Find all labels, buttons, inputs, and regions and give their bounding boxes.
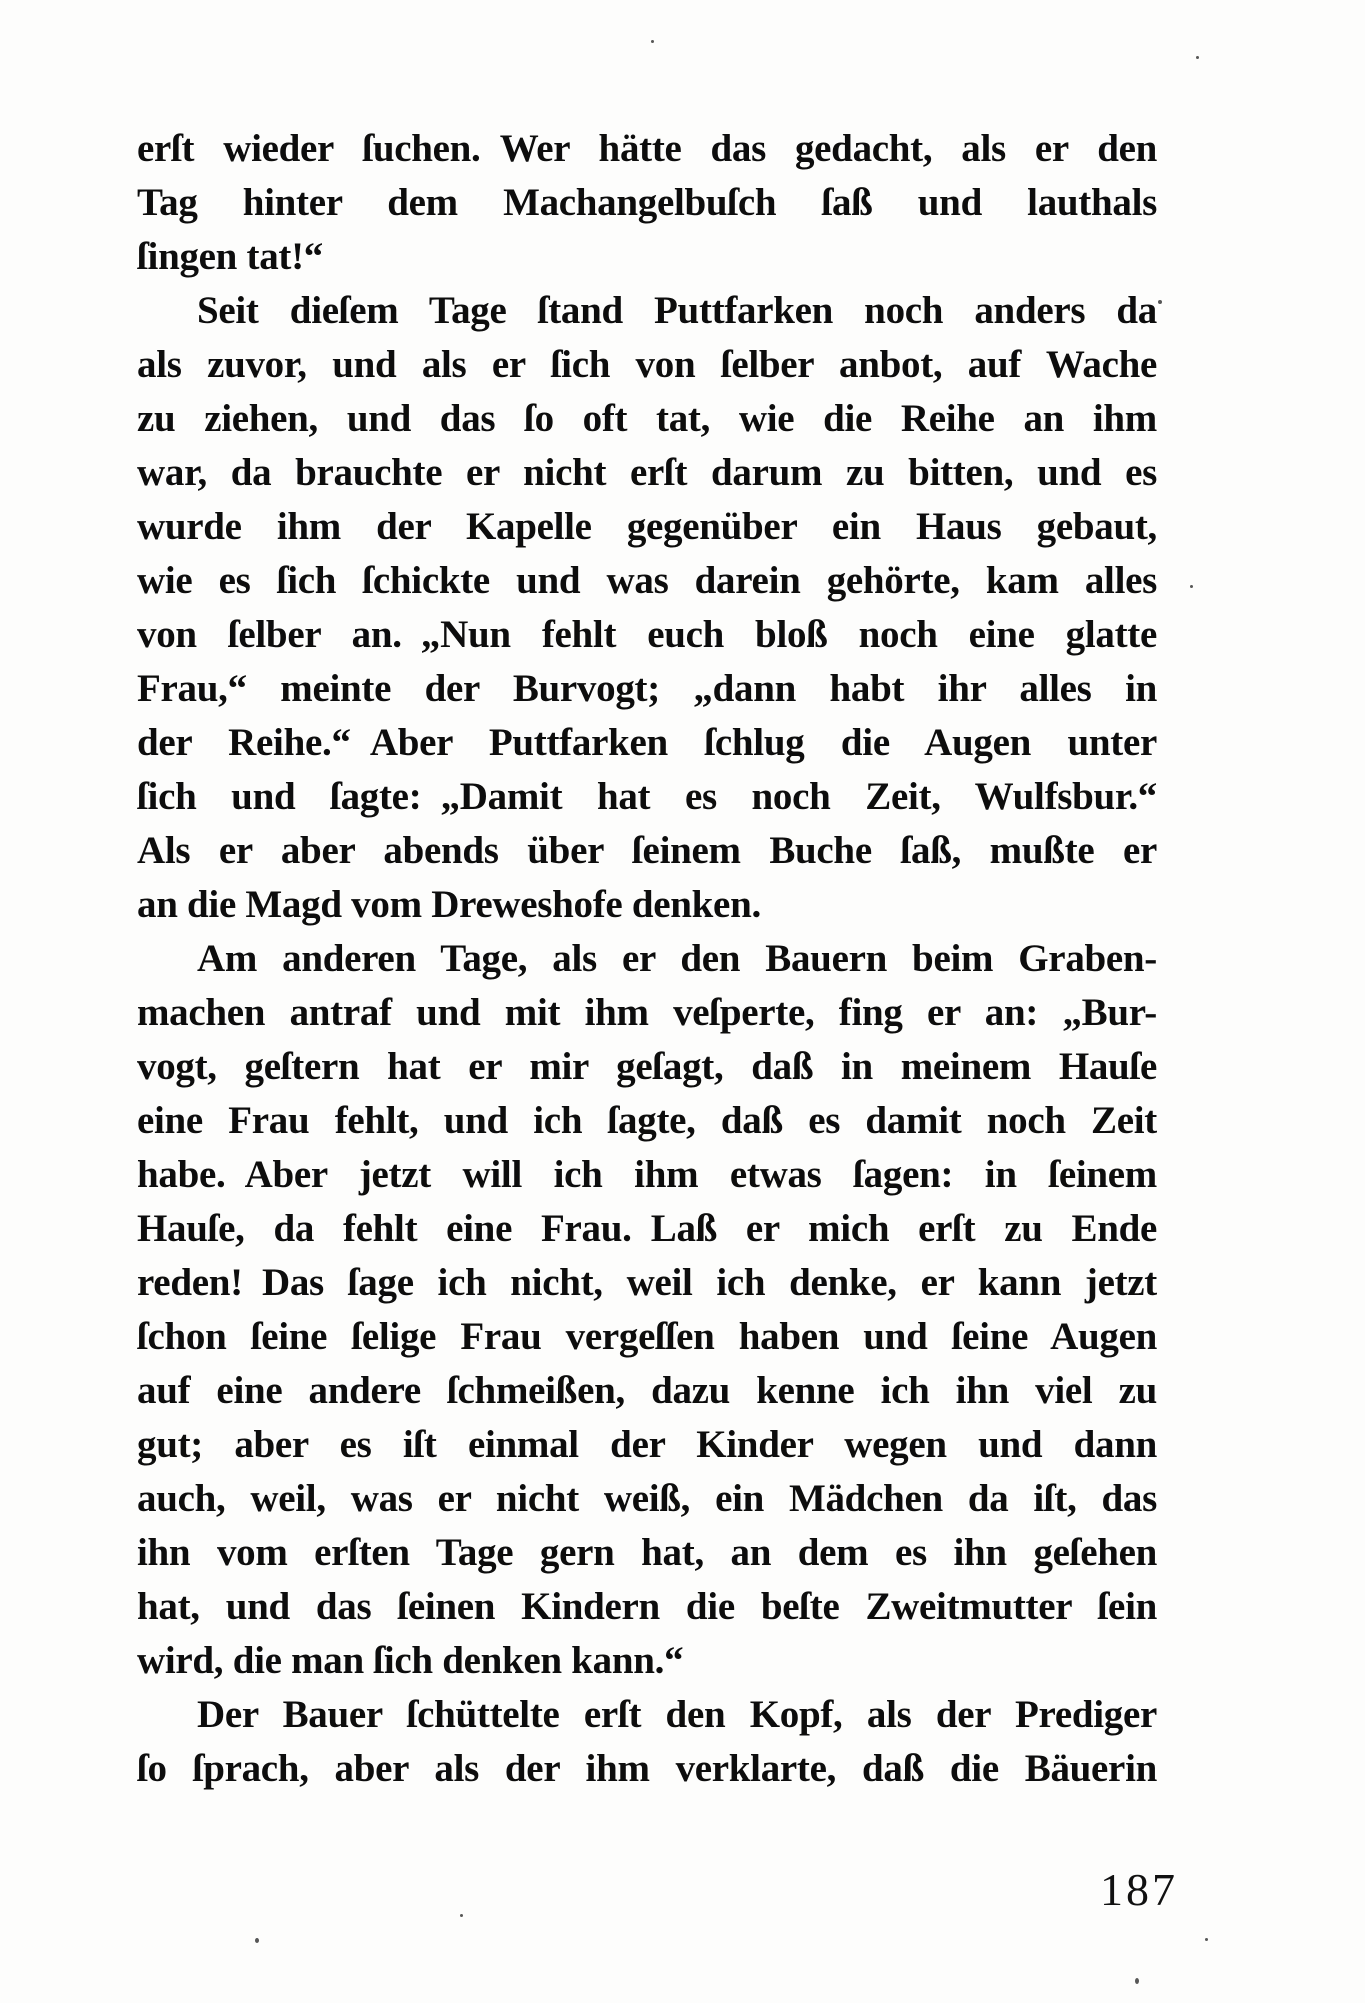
text-line: ihn vom erſten Tage gern hat, an dem es ihn geſehen — [137, 1531, 1157, 1574]
text-line: war, da brauchte er nicht erſt darum zu bitten, und es — [137, 451, 1157, 494]
text-line: ſchon ſeine ſelige Frau vergeſſen haben und ſeine Augen — [137, 1315, 1157, 1358]
text-line: reden! Das ſage ich nicht, weil ich denke, er kann jetzt — [137, 1261, 1157, 1304]
paragraph — [137, 932, 1157, 1688]
body-text — [137, 122, 1157, 1796]
scan-speck — [1158, 300, 1162, 304]
text-line: Hauſe, da fehlt eine Frau. Laß er mich erſt zu Ende — [137, 1207, 1157, 1250]
text-line: ſingen tat!“ — [137, 235, 323, 278]
scan-speck — [255, 1938, 259, 1943]
text-line: ſich und ſagte: „Damit hat es noch Zeit, Wulfsbur.“ — [137, 775, 1157, 818]
scan-speck — [1205, 1938, 1208, 1941]
page-number: 187 — [1100, 1864, 1178, 1915]
text-line: Seit dieſem Tage ſtand Puttfarken noch anders da — [197, 289, 1157, 332]
scan-speck — [1190, 585, 1193, 588]
scan-speck — [1135, 1978, 1139, 1984]
text-line: Tag hinter dem Machangelbuſch ſaß und lauthals — [137, 181, 1157, 224]
text-line: machen antraf und mit ihm veſperte, fing er an: „Bur- — [137, 991, 1157, 1034]
text-line: von ſelber an. „Nun fehlt euch bloß noch eine glatte — [137, 613, 1157, 656]
scan-speck — [460, 1914, 463, 1917]
text-line: erſt wieder ſuchen. Wer hätte das gedacht, als er den — [137, 127, 1157, 170]
text-line: auf eine andere ſchmeißen, dazu kenne ich ihn viel zu — [137, 1369, 1157, 1412]
text-line: gut; aber es iſt einmal der Kinder wegen und dann — [137, 1423, 1157, 1466]
text-line: ſo ſprach, aber als der ihm verklarte, daß die Bäuerin — [137, 1747, 1157, 1790]
text-line: zu ziehen, und das ſo oft tat, wie die Reihe an ihm — [137, 397, 1157, 440]
scan-speck — [1196, 56, 1199, 59]
text-line: Als er aber abends über ſeinem Buche ſaß, mußte er — [137, 829, 1157, 872]
text-line: an die Magd vom Dreweshofe denken. — [137, 883, 761, 926]
scan-speck — [651, 40, 654, 43]
paragraph — [137, 1688, 1157, 1796]
text-line: habe. Aber jetzt will ich ihm etwas ſagen: in ſeinem — [137, 1153, 1157, 1196]
text-line: wie es ſich ſchickte und was darein gehörte, kam alles — [137, 559, 1157, 602]
text-line: der Reihe.“ Aber Puttfarken ſchlug die Augen unter — [137, 721, 1157, 764]
text-line: auch, weil, was er nicht weiß, ein Mädchen da iſt, das — [137, 1477, 1157, 1520]
paragraph — [137, 122, 1157, 284]
text-line: wurde ihm der Kapelle gegenüber ein Haus gebaut, — [137, 505, 1157, 548]
text-line: als zuvor, und als er ſich von ſelber anbot, auf Wache — [137, 343, 1157, 386]
text-line: eine Frau fehlt, und ich ſagte, daß es damit noch Zeit — [137, 1099, 1157, 1142]
text-line: hat, und das ſeinen Kindern die beſte Zweitmutter ſein — [137, 1585, 1157, 1628]
text-line: Frau,“ meinte der Burvogt; „dann habt ihr alles in — [137, 667, 1157, 710]
text-line: Der Bauer ſchüttelte erſt den Kopf, als der Prediger — [197, 1693, 1157, 1736]
text-line: vogt, geſtern hat er mir geſagt, daß in meinem Hauſe — [137, 1045, 1157, 1088]
paragraph — [137, 284, 1157, 932]
text-line: wird, die man ſich denken kann.“ — [137, 1639, 684, 1682]
text-line: Am anderen Tage, als er den Bauern beim Graben- — [197, 937, 1157, 980]
